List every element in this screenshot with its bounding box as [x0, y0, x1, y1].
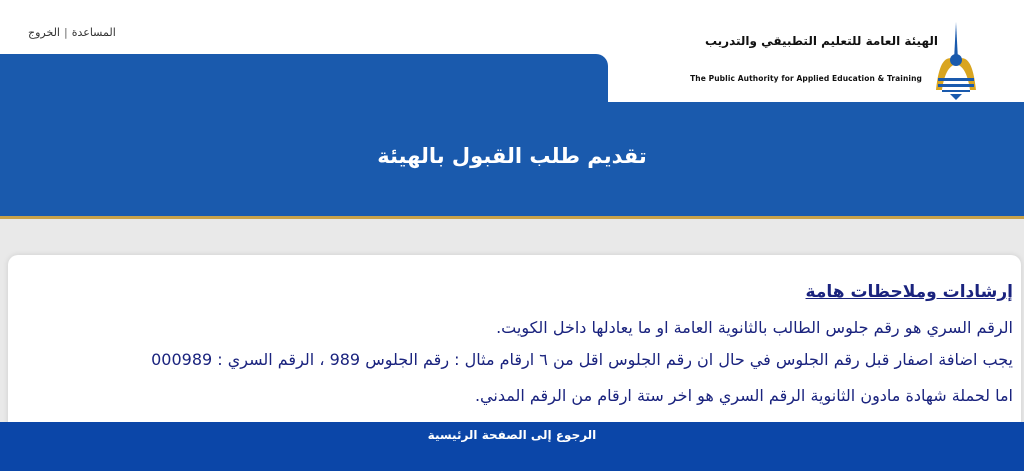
notes-title: إرشادات وملاحظات هامة: [805, 282, 1013, 302]
footer-bar: [0, 422, 1024, 471]
back-to-home-link[interactable]: الرجوع إلى الصفحة الرئيسية: [427, 428, 597, 442]
page-banner: [0, 102, 1024, 216]
help-link[interactable]: المساعدة: [71, 26, 116, 39]
note-item: يجب اضافة اصفار قبل رقم الجلوس في حال ان رقم الجلوس اقل من ٦ ارقام مثال : رقم الجلوس 989 ، الرقم السري : 000989: [151, 350, 1013, 369]
paaet-logo-icon: [934, 20, 978, 100]
notes-card: [8, 255, 1021, 445]
banner-divider: [0, 216, 1024, 219]
logout-link[interactable]: الخروج: [28, 26, 60, 39]
brand-name-ar: الهيئة العامة للتعليم التطبيقي والتدريب: [704, 34, 938, 48]
page-title: تقديم طلب القبول بالهيئة: [377, 144, 647, 168]
link-separator: |: [64, 26, 68, 39]
note-item: اما لحملة شهادة مادون الثانوية الرقم السري هو اخر ستة ارقام من الرقم المدني.: [474, 386, 1013, 405]
note-item: الرقم السري هو رقم جلوس الطالب بالثانوية العامة او ما يعادلها داخل الكويت.: [496, 318, 1013, 337]
top-bar: [0, 0, 1024, 102]
top-links: [28, 26, 116, 39]
brand-name-en: The Public Authority for Applied Education & Training: [690, 74, 922, 83]
